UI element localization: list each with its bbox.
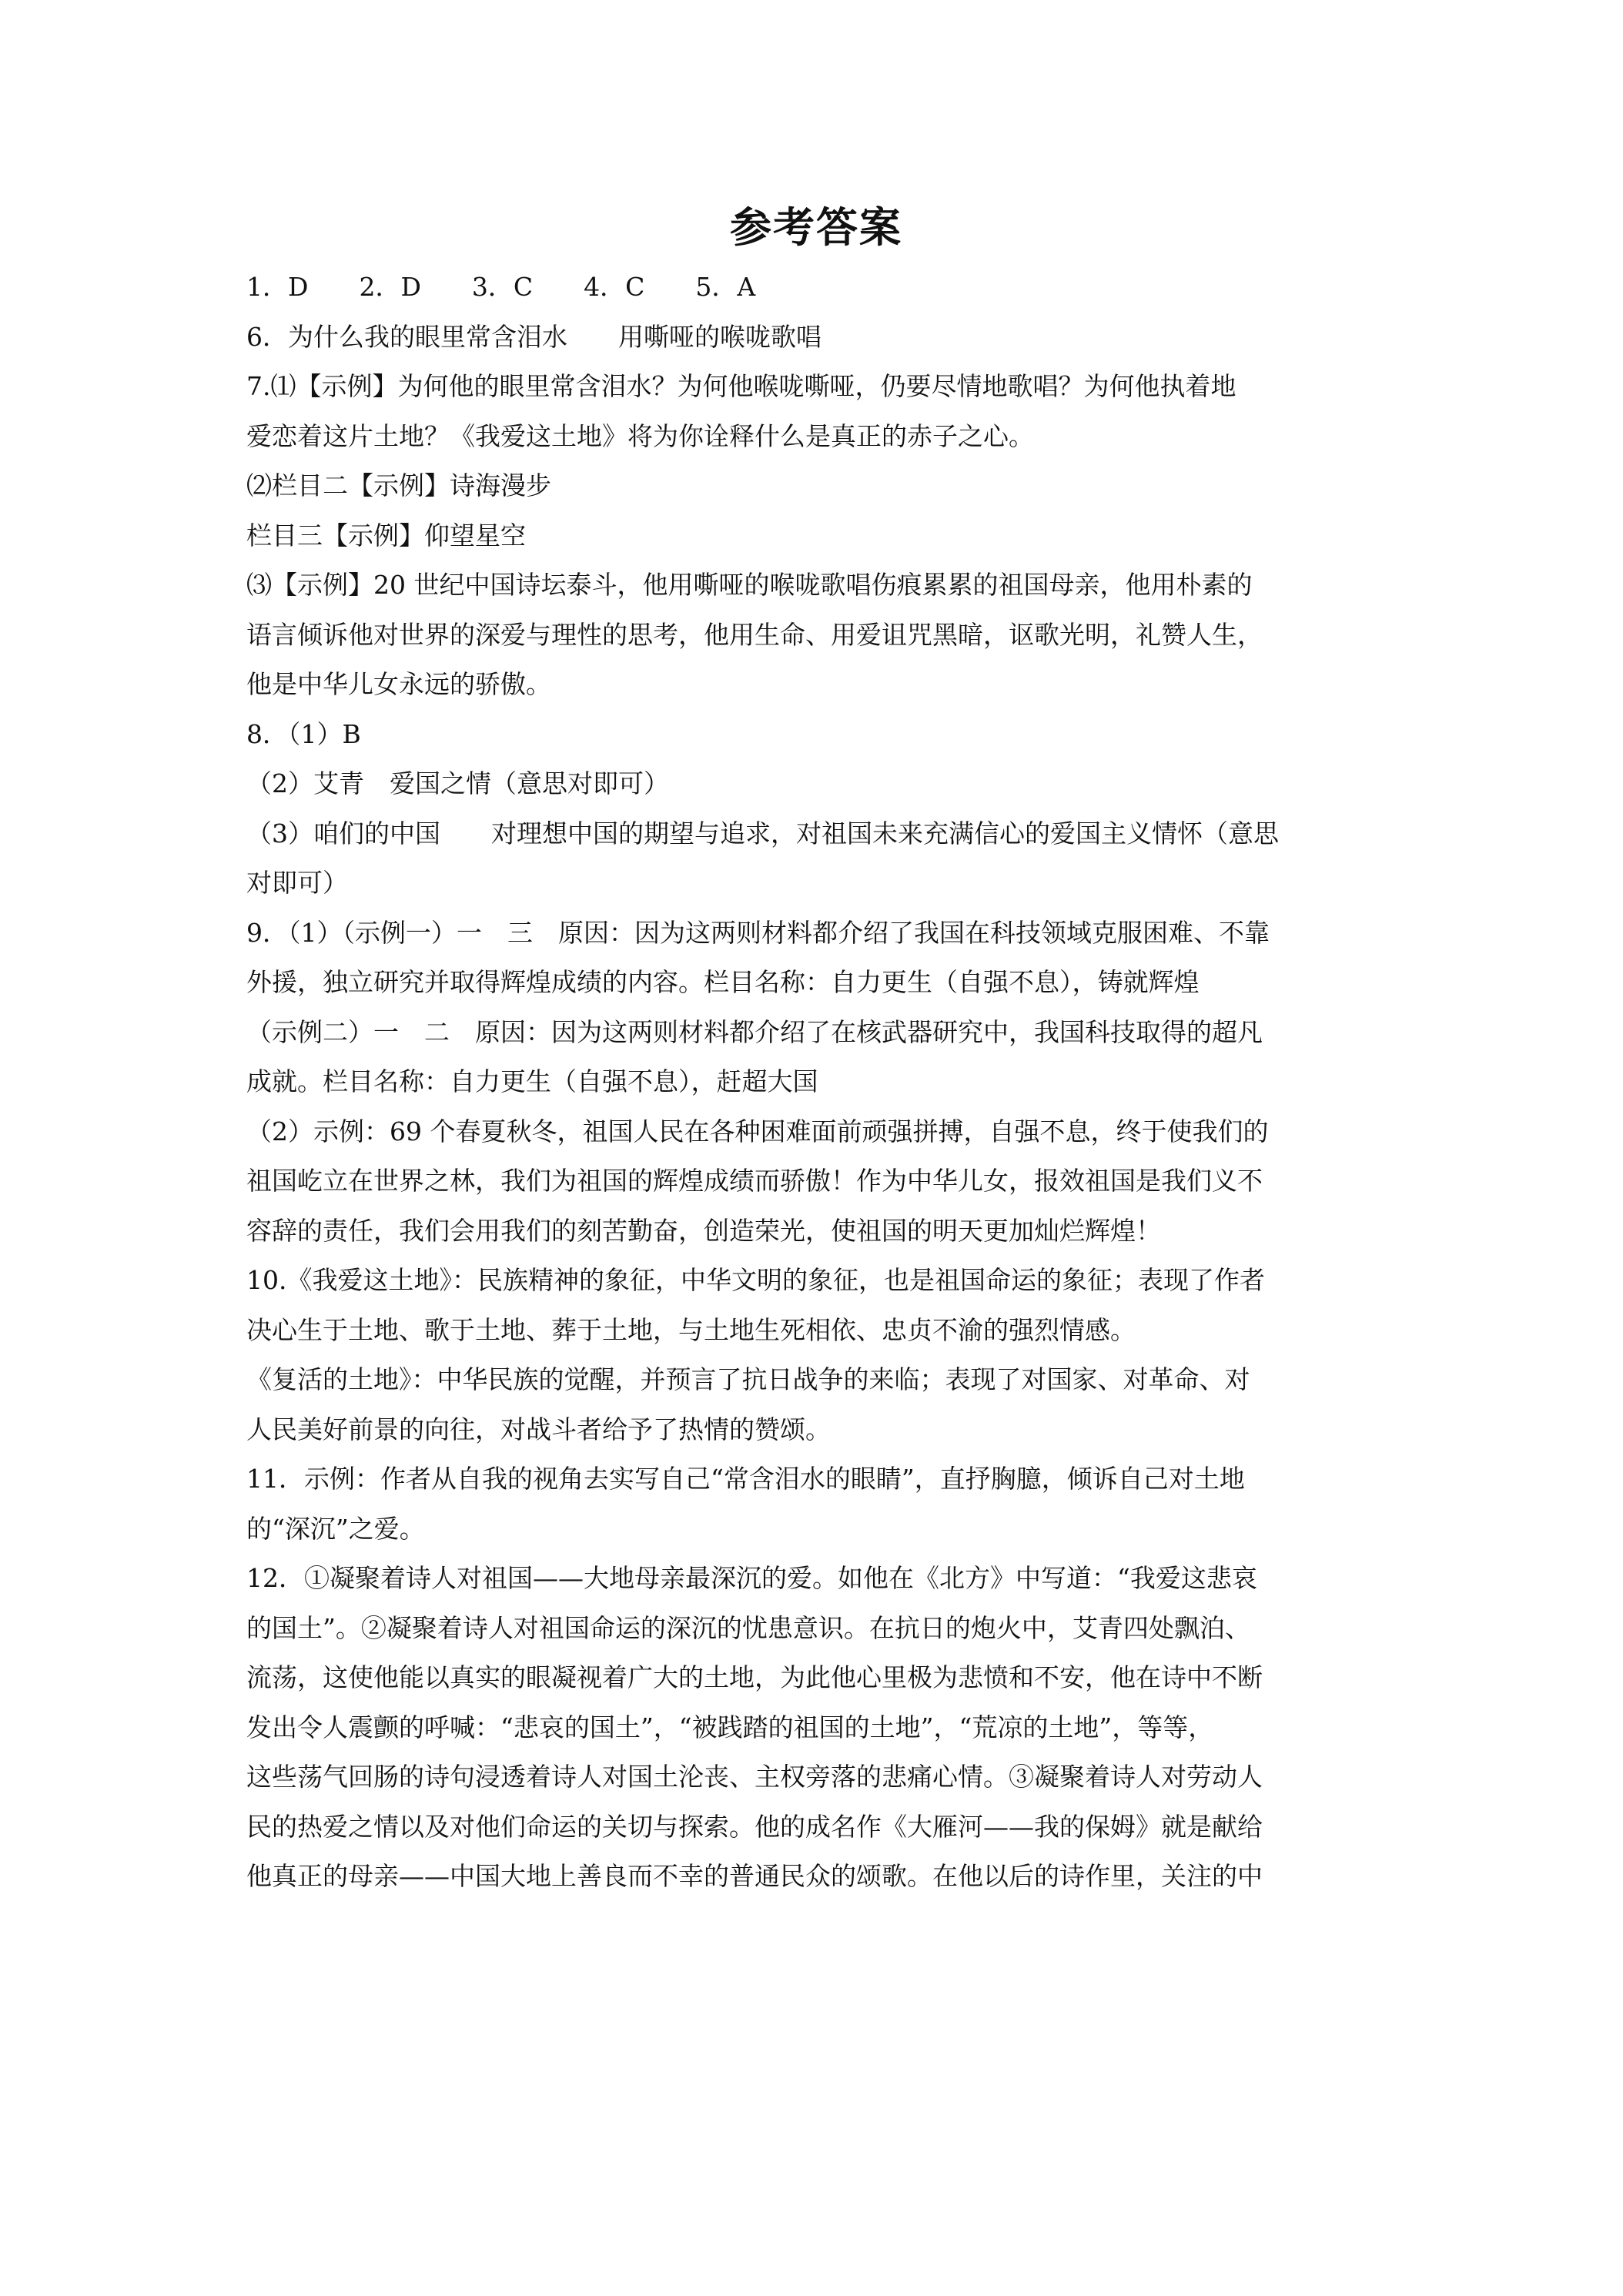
answer-line: 语言倾诉他对世界的深爱与理性的思考，他用生命、用爱诅咒黑暗，讴歌光明，礼赞人生，: [246, 619, 1263, 650]
answer-line: （2）艾青 爱国之情（意思对即可）: [246, 768, 669, 798]
answer-line: 6．为什么我的眼里常含泪水 用嘶哑的喉咙歌唱: [246, 321, 822, 352]
answer-line: ⑶【示例】20 世纪中国诗坛泰斗，他用嘶哑的喉咙歌唱伤痕累累的祖国母亲，他用朴素的: [246, 570, 1253, 600]
answer-line: 祖国屹立在世界之林，我们为祖国的辉煌成绩而骄傲！作为中华儿女，报效祖国是我们义不: [246, 1166, 1263, 1196]
answer-line: 民的热爱之情以及对他们命运的关切与探索。他的成名作《大雁河——我的保姆》就是献给: [246, 1811, 1263, 1842]
answer-line: （2）示例：69 个春夏秋冬，祖国人民在各种困难面前顽强拼搏，自强不息，终于使我们的: [246, 1116, 1269, 1146]
answer-line: 人民美好前景的向往，对战斗者给予了热情的赞颂。: [246, 1414, 831, 1444]
answer-line: 9．（1）（示例一）一 三 原因：因为这两则材料都介绍了我国在科技领域克服困难、不靠: [246, 917, 1270, 948]
answer-line: 1．D 2．D 3．C 4．C 5．A: [246, 272, 756, 302]
answer-line: 10.《我爱这土地》：民族精神的象征，中华文明的象征，也是祖国命运的象征；表现了作者: [246, 1265, 1265, 1295]
answer-line: 他真正的母亲——中国大地上善良而不幸的普通民众的颂歌。在他以后的诗作里，关注的中: [246, 1861, 1263, 1891]
answer-line: 的国土”。②凝聚着诗人对祖国命运的深沉的忧患意识。在抗日的炮火中，艾青四处飘泊、: [246, 1612, 1250, 1643]
answer-line: 他是中华儿女永远的骄傲。: [246, 669, 551, 699]
answer-line: 8．（1）B: [246, 718, 361, 749]
answer-line: 12．①凝聚着诗人对祖国——大地母亲最深沉的爱。如他在《北方》中写道：“我爱这悲哀: [246, 1563, 1257, 1593]
answer-line: 容辞的责任，我们会用我们的刻苦勤奋，创造荣光，使祖国的明天更加灿烂辉煌！: [246, 1215, 1161, 1246]
answer-page: [246, 196, 1386, 1902]
answer-line: （3）咱们的中国 对理想中国的期望与追求，对祖国未来充满信心的爱国主义情怀（意思: [246, 818, 1279, 848]
answer-line: 爱恋着这片土地？《我爱这土地》将为你诠释什么是真正的赤子之心。: [246, 420, 1034, 451]
answer-line: ⑵栏目二【示例】诗海漫步: [246, 470, 551, 500]
answer-line: 这些荡气回肠的诗句浸透着诗人对国土沦丧、主权旁落的悲痛心情。③凝聚着诗人对劳动人: [246, 1762, 1263, 1792]
answer-line: 的“深沉”之爱。: [246, 1513, 425, 1544]
answer-line: （示例二）一 二 原因：因为这两则材料都介绍了在核武器研究中，我国科技取得的超凡: [246, 1016, 1263, 1047]
answer-line: 成就。栏目名称：自力更生（自强不息），赶超大国: [246, 1066, 818, 1096]
answer-line: 流荡，这使他能以真实的眼凝视着广大的土地，为此他心里极为悲愤和不安，他在诗中不断: [246, 1662, 1263, 1692]
answer-line: 发出令人震颤的呼喊：“悲哀的国土”，“被践踏的祖国的土地”，“荒凉的土地”，等等，: [246, 1712, 1214, 1742]
answer-line: 对即可）: [246, 868, 348, 898]
answer-line: 决心生于土地、歌于土地、葬于土地，与土地生死相依、忠贞不渝的强烈情感。: [246, 1314, 1136, 1345]
answer-body: [246, 263, 1386, 1902]
answer-line: 7.⑴【示例】为何他的眼里常含泪水？为何他喉咙嘶哑，仍要尽情地歌唱？为何他执着地: [246, 371, 1236, 401]
answer-line: 外援，独立研究并取得辉煌成绩的内容。栏目名称：自力更生（自强不息），铸就辉煌: [246, 967, 1200, 997]
page-title: 参考答案: [730, 202, 902, 252]
answer-line: 11．示例：作者从自我的视角去实写自己“常含泪水的眼睛”，直抒胸臆，倾诉自己对土地: [246, 1464, 1245, 1494]
answer-line: 栏目三【示例】仰望星空: [246, 520, 526, 551]
answer-line: 《复活的土地》：中华民族的觉醒，并预言了抗日战争的来临；表现了对国家、对革命、对: [246, 1364, 1250, 1394]
